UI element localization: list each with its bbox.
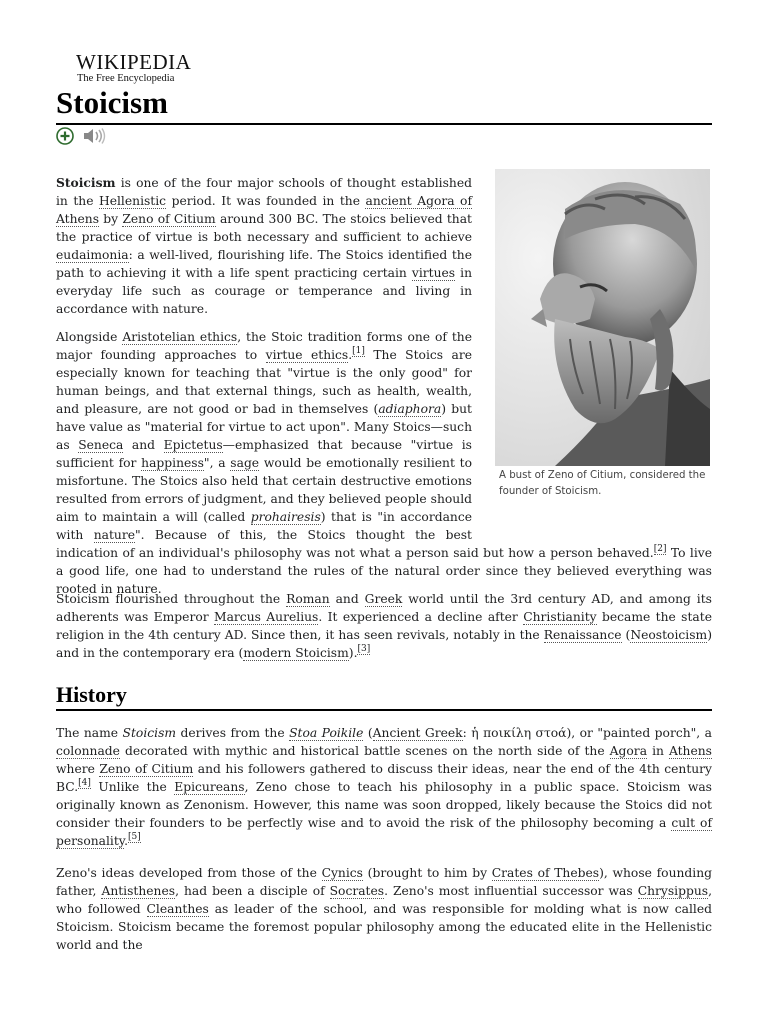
- lead-paragraph-1: [56, 174, 472, 318]
- text-run: : a well-lived, flourishing life. The Stoics identified the path to achieving it with a life spent practicing certain: [56, 248, 472, 280]
- text-run: in everyday life such as courage or temperance and living in accordance with nature.: [56, 266, 472, 316]
- article-link[interactable]: virtue ethics: [265, 348, 349, 362]
- text-run: , who followed: [56, 884, 712, 916]
- page-title: Stoicism: [56, 85, 168, 120]
- text-run: .: [348, 348, 353, 362]
- text-run: would be emotionally resilient to misfortune. The Stoics also held that certain destructive emotions resulted from errors of judgment, and they believed people should aim to maintain a will (called: [56, 456, 473, 524]
- history-heading: History: [56, 682, 127, 707]
- article-link[interactable]: Seneca: [78, 438, 124, 452]
- text-run: . It experienced a decline after: [318, 610, 524, 624]
- article-link[interactable]: Athens: [668, 744, 712, 758]
- citation-link[interactable]: [1]: [352, 346, 365, 356]
- article-link[interactable]: ancient Agora of Athens: [56, 194, 473, 226]
- text-run: To live a good life, one had to understand the rules of the natural order since they believed everything was rooted in nature.: [56, 546, 713, 596]
- article-link[interactable]: cult of personality: [56, 816, 712, 848]
- article-link[interactable]: Cleanthes: [146, 902, 209, 916]
- text-run: ) and in the contemporary era (: [56, 628, 712, 660]
- text-run: by: [99, 212, 123, 226]
- text-run: , Zeno chose to teach his philosophy in a public space. Stoicism was originally known as Zenonism. However, this name was soon dropped, likely because the Stoics did not consider their founders to be perfectly wise and to avoid the risk of the philosophy becoming a: [56, 780, 712, 830]
- article-link[interactable]: Stoa Poikile: [289, 726, 364, 740]
- text-run: in: [647, 744, 669, 758]
- history-paragraph-1: [56, 724, 712, 850]
- text-run: (brought to him by: [362, 866, 492, 880]
- article-link[interactable]: Roman: [286, 592, 330, 606]
- article-link[interactable]: prohairesis: [250, 510, 321, 524]
- text-run: and: [329, 592, 365, 606]
- text-run: Stoicism: [122, 726, 177, 740]
- article-link[interactable]: Marcus Aurelius: [214, 610, 319, 624]
- article-link[interactable]: adiaphora: [378, 402, 442, 416]
- text-run: ) but have value as "material for virtue to act upon". Many Stoics—such as: [56, 402, 472, 452]
- title-divider: [56, 123, 712, 125]
- text-run: world until the 3rd century AD, and among its adherents was Emperor: [56, 592, 712, 624]
- article-link[interactable]: Epictetus: [163, 438, 223, 452]
- text-run: Stoicism flourished throughout the: [56, 592, 287, 606]
- article-link[interactable]: Epicureans: [174, 780, 245, 794]
- text-run: The Stoics are especially known for teaching that "virtue is the only good" for human beings, and that external things, such as health, wealth, and pleasure, are not good or bad in themselves (: [56, 348, 473, 416]
- text-run: —emphasized that because "virtue is sufficient for: [56, 438, 472, 470]
- figure-caption: A bust of Zeno of Citium, considered the founder of Stoicism.: [499, 470, 706, 497]
- article-link[interactable]: Greek: [364, 592, 403, 606]
- citation-ref[interactable]: [654, 544, 667, 555]
- text-run: period. It was founded in the: [166, 194, 366, 208]
- text-run: , had been a disciple of: [175, 884, 330, 898]
- lead-paragraph-3: [56, 590, 712, 662]
- text-run: ).: [348, 646, 358, 660]
- article-link[interactable]: Zeno of Citium: [122, 212, 216, 226]
- text-run: (: [363, 726, 373, 740]
- text-run: (: [621, 628, 631, 642]
- speaker-icon[interactable]: [82, 127, 106, 145]
- citation-ref[interactable]: [357, 644, 370, 655]
- bold-term: Stoicism: [56, 175, 116, 190]
- article-link[interactable]: Chrysippus: [637, 884, 709, 898]
- logo-wordmark: WIKIPEDIA: [76, 50, 192, 74]
- article-link[interactable]: Ancient Greek: [372, 726, 463, 740]
- citation-ref[interactable]: [78, 778, 91, 789]
- plus-circle-icon[interactable]: [56, 127, 74, 145]
- article-link[interactable]: virtues: [411, 266, 456, 280]
- text-run: derives from the: [176, 726, 290, 740]
- text-run: Zeno's ideas developed from those of the: [56, 866, 322, 880]
- article-link[interactable]: Socrates: [329, 884, 385, 898]
- text-run: . Zeno's most influential successor was: [384, 884, 638, 898]
- article-link[interactable]: Zeno of Citium: [99, 762, 194, 776]
- article-link[interactable]: Agora: [609, 744, 648, 758]
- text-run: became the state religion in the 4th century AD. Since then, it has seen revivals, notably in the: [56, 610, 712, 642]
- lead-paragraph-2: [56, 328, 712, 598]
- text-run: .: [124, 834, 129, 848]
- citation-ref[interactable]: [128, 832, 141, 843]
- article-link[interactable]: colonnade: [56, 744, 120, 758]
- article-link[interactable]: Aristotelian ethics: [122, 330, 238, 344]
- citation-link[interactable]: [5]: [128, 832, 141, 842]
- text-run: is one of the four major schools of thought established in the: [56, 176, 472, 208]
- text-run: Alongside: [56, 330, 123, 344]
- article-link[interactable]: eudaimonia: [56, 248, 129, 262]
- text-run: ) that is "in accordance with: [56, 510, 472, 542]
- article-link[interactable]: Christianity: [523, 610, 597, 624]
- citation-link[interactable]: [3]: [357, 644, 371, 654]
- text-run: : ἡ ποικίλη στοά), or "painted porch", a: [462, 726, 713, 740]
- citation-link[interactable]: [2]: [653, 544, 667, 554]
- article-link[interactable]: modern Stoicism: [243, 646, 349, 660]
- article-link[interactable]: Hellenistic: [99, 194, 167, 208]
- text-run: as leader of the school, and was responsible for molding what is now called Stoicism. Stoicism became the foremost popular philosophy among the educated elite in the Hellenistic world and the: [56, 902, 712, 952]
- text-run: ", a: [203, 456, 231, 470]
- article-link[interactable]: Cynics: [321, 866, 363, 880]
- article-link[interactable]: nature: [93, 528, 135, 542]
- text-run: where: [56, 762, 100, 776]
- article-link[interactable]: sage: [230, 456, 260, 470]
- logo-tagline: The Free Encyclopedia: [77, 73, 175, 84]
- text-run: The name: [56, 726, 123, 740]
- wikipedia-logo[interactable]: [76, 51, 216, 85]
- text-run: Unlike the: [90, 780, 175, 794]
- article-link[interactable]: happiness: [141, 456, 204, 470]
- text-run: around 300 BC. The stoics believed that the practice of virtue is both necessary and sufficient to achieve: [56, 212, 473, 244]
- article-link[interactable]: Renaissance: [543, 628, 622, 642]
- text-run: , the Stoic tradition forms one of the major founding approaches to: [56, 330, 472, 362]
- figure-float-spacer: [472, 328, 712, 543]
- text-run: ". Because of this, the Stoics thought the best indication of an individual's philosophy was not what a person said but how a person behaved.: [56, 528, 654, 560]
- history-divider: [56, 709, 712, 711]
- text-run: decorated with mythic and historical battle scenes on the north side of the: [119, 744, 610, 758]
- article-link[interactable]: Antisthenes: [101, 884, 176, 898]
- history-paragraph-2: [56, 864, 712, 954]
- citation-ref[interactable]: [352, 346, 365, 357]
- text-run: and his followers gathered to discuss their ideas, near the end of the 4th century BC.: [56, 762, 713, 794]
- text-run: and: [123, 438, 164, 452]
- article-link[interactable]: Neostoicism: [630, 628, 708, 642]
- article-link[interactable]: Crates of Thebes: [491, 866, 600, 880]
- text-run: ), whose founding father,: [56, 866, 713, 898]
- citation-link[interactable]: [4]: [78, 778, 91, 788]
